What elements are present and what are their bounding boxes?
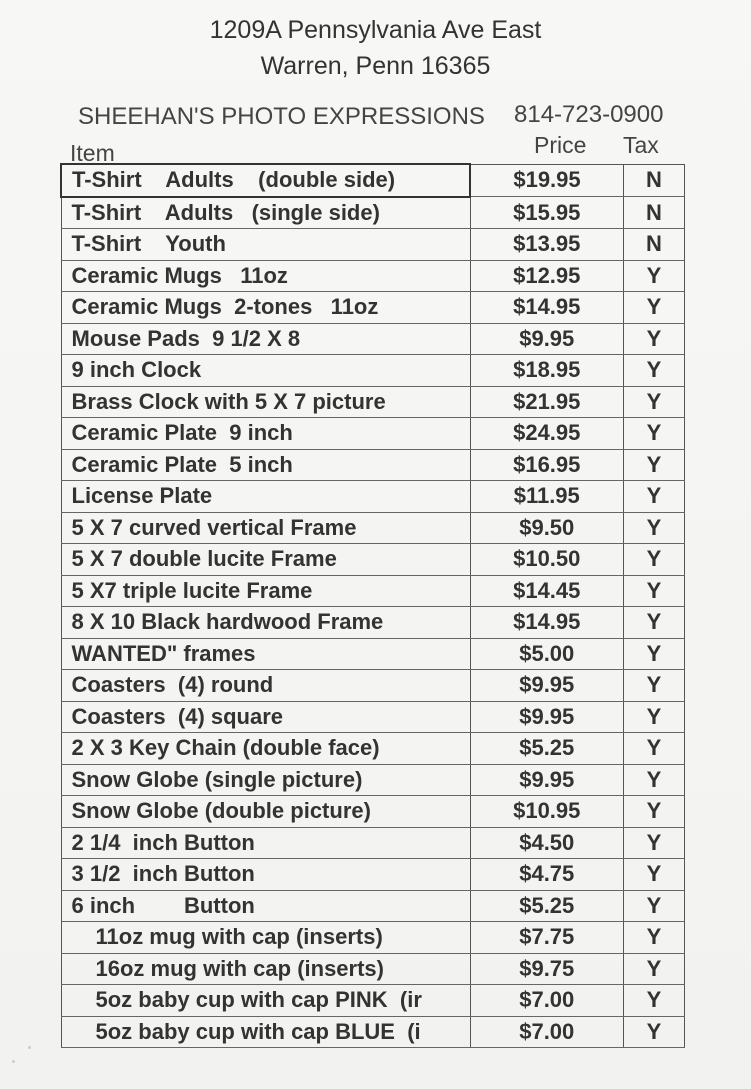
item-name: Ceramic Mugs 2-tones 11oz	[61, 292, 470, 324]
item-tax: Y	[624, 575, 685, 607]
item-tax: Y	[624, 859, 685, 891]
item-price: $9.95	[470, 701, 624, 733]
column-header-tax: Tax	[623, 132, 659, 158]
item-price: $9.75	[470, 953, 624, 985]
item-price: $9.50	[470, 512, 624, 544]
item-tax: Y	[624, 890, 685, 922]
item-name: 5 X 7 curved vertical Frame	[61, 512, 470, 544]
item-name: 2 1/4 inch Button	[61, 827, 470, 859]
table-row	[61, 229, 685, 261]
item-name: Snow Globe (double picture)	[61, 796, 470, 828]
item-name: 5 X7 triple lucite Frame	[61, 575, 470, 607]
item-name: T-Shirt Youth	[61, 229, 470, 261]
table-row	[61, 701, 685, 733]
item-name: 5oz baby cup with cap PINK (ir	[61, 985, 470, 1017]
item-tax: Y	[624, 638, 685, 670]
item-name: Brass Clock with 5 X 7 picture	[61, 386, 470, 418]
table-row	[61, 953, 685, 985]
item-price: $7.75	[470, 922, 624, 954]
table-row	[61, 796, 685, 828]
item-tax: Y	[624, 827, 685, 859]
item-tax: Y	[624, 355, 685, 387]
item-price: $9.95	[470, 670, 624, 702]
item-price: $10.95	[470, 796, 624, 828]
item-tax: Y	[624, 701, 685, 733]
item-price: $12.95	[470, 260, 624, 292]
item-price: $21.95	[470, 386, 624, 418]
item-price: $14.95	[470, 292, 624, 324]
paper-speck	[28, 1046, 31, 1049]
table-row	[61, 922, 685, 954]
item-tax: Y	[624, 449, 685, 481]
item-name: WANTED" frames	[61, 638, 470, 670]
table-row	[61, 827, 685, 859]
item-price: $14.95	[470, 607, 624, 639]
item-tax: Y	[624, 292, 685, 324]
table-row	[61, 733, 685, 765]
item-name: T-Shirt Adults (single side)	[61, 197, 470, 229]
item-tax: N	[624, 229, 685, 261]
item-tax: Y	[624, 418, 685, 450]
item-tax: Y	[624, 733, 685, 765]
item-price: $10.50	[470, 544, 624, 576]
item-price: $11.95	[470, 481, 624, 513]
item-tax: Y	[624, 796, 685, 828]
item-price: $15.95	[470, 197, 624, 229]
item-price: $5.25	[470, 890, 624, 922]
item-price: $16.95	[470, 449, 624, 481]
item-name: 5oz baby cup with cap BLUE (i	[61, 1016, 470, 1048]
table-row	[61, 1016, 685, 1048]
item-name: Coasters (4) square	[61, 701, 470, 733]
item-name: 8 X 10 Black hardwood Frame	[61, 607, 470, 639]
table-row	[61, 512, 685, 544]
item-tax: Y	[624, 1016, 685, 1048]
table-row	[61, 323, 685, 355]
table-row	[61, 197, 685, 229]
table-row	[61, 260, 685, 292]
table-row	[61, 575, 685, 607]
column-header-price: Price	[534, 132, 587, 158]
item-tax: Y	[624, 985, 685, 1017]
item-price: $5.00	[470, 638, 624, 670]
item-name: Ceramic Mugs 11oz	[61, 260, 470, 292]
item-tax: Y	[624, 607, 685, 639]
item-name: 5 X 7 double lucite Frame	[61, 544, 470, 576]
item-price: $9.95	[470, 323, 624, 355]
item-price: $14.45	[470, 575, 624, 607]
item-name: 11oz mug with cap (inserts)	[61, 922, 470, 954]
item-price: $13.95	[470, 229, 624, 261]
table-row	[61, 859, 685, 891]
item-price: $19.95	[470, 164, 624, 197]
phone-number: 814-723-0900	[514, 101, 664, 128]
price-table	[60, 163, 685, 1048]
item-tax: Y	[624, 323, 685, 355]
table-row	[61, 985, 685, 1017]
item-price: $4.50	[470, 827, 624, 859]
item-name: Snow Globe (single picture)	[61, 764, 470, 796]
item-name: 9 inch Clock	[61, 355, 470, 387]
table-row	[61, 638, 685, 670]
table-row	[61, 607, 685, 639]
table-row	[61, 890, 685, 922]
item-name: 3 1/2 inch Button	[61, 859, 470, 891]
table-row	[61, 164, 685, 197]
item-tax: Y	[624, 953, 685, 985]
item-name: Ceramic Plate 9 inch	[61, 418, 470, 450]
item-tax: Y	[624, 764, 685, 796]
item-tax: Y	[624, 512, 685, 544]
business-name: SHEEHAN'S PHOTO EXPRESSIONS	[78, 103, 485, 130]
item-name: 6 inch Button	[61, 890, 470, 922]
table-row	[61, 544, 685, 576]
item-tax: Y	[624, 386, 685, 418]
address-line-1: 1209A Pennsylvania Ave East	[209, 16, 542, 44]
column-header-item: Item	[70, 140, 115, 166]
item-tax: Y	[624, 260, 685, 292]
item-name: Mouse Pads 9 1/2 X 8	[61, 323, 470, 355]
item-price: $5.25	[470, 733, 624, 765]
item-name: Ceramic Plate 5 inch	[61, 449, 470, 481]
paper-speck	[12, 1060, 15, 1063]
table-row	[61, 355, 685, 387]
item-tax: Y	[624, 670, 685, 702]
item-name: T-Shirt Adults (double side)	[61, 164, 470, 197]
table-row	[61, 670, 685, 702]
table-row	[61, 764, 685, 796]
table-row	[61, 418, 685, 450]
item-price: $7.00	[470, 1016, 624, 1048]
item-price: $7.00	[470, 985, 624, 1017]
item-tax: Y	[624, 481, 685, 513]
item-price: $9.95	[470, 764, 624, 796]
address-line-2: Warren, Penn 16365	[260, 52, 491, 80]
table-row	[61, 292, 685, 324]
item-tax: Y	[624, 922, 685, 954]
item-name: 16oz mug with cap (inserts)	[61, 953, 470, 985]
item-name: 2 X 3 Key Chain (double face)	[61, 733, 470, 765]
table-row	[61, 449, 685, 481]
item-name: Coasters (4) round	[61, 670, 470, 702]
table-row	[61, 481, 685, 513]
item-name: License Plate	[61, 481, 470, 513]
item-price: $18.95	[470, 355, 624, 387]
table-row	[61, 386, 685, 418]
item-price: $24.95	[470, 418, 624, 450]
item-price: $4.75	[470, 859, 624, 891]
item-tax: Y	[624, 544, 685, 576]
item-tax: N	[624, 197, 685, 229]
item-tax: N	[624, 164, 685, 197]
